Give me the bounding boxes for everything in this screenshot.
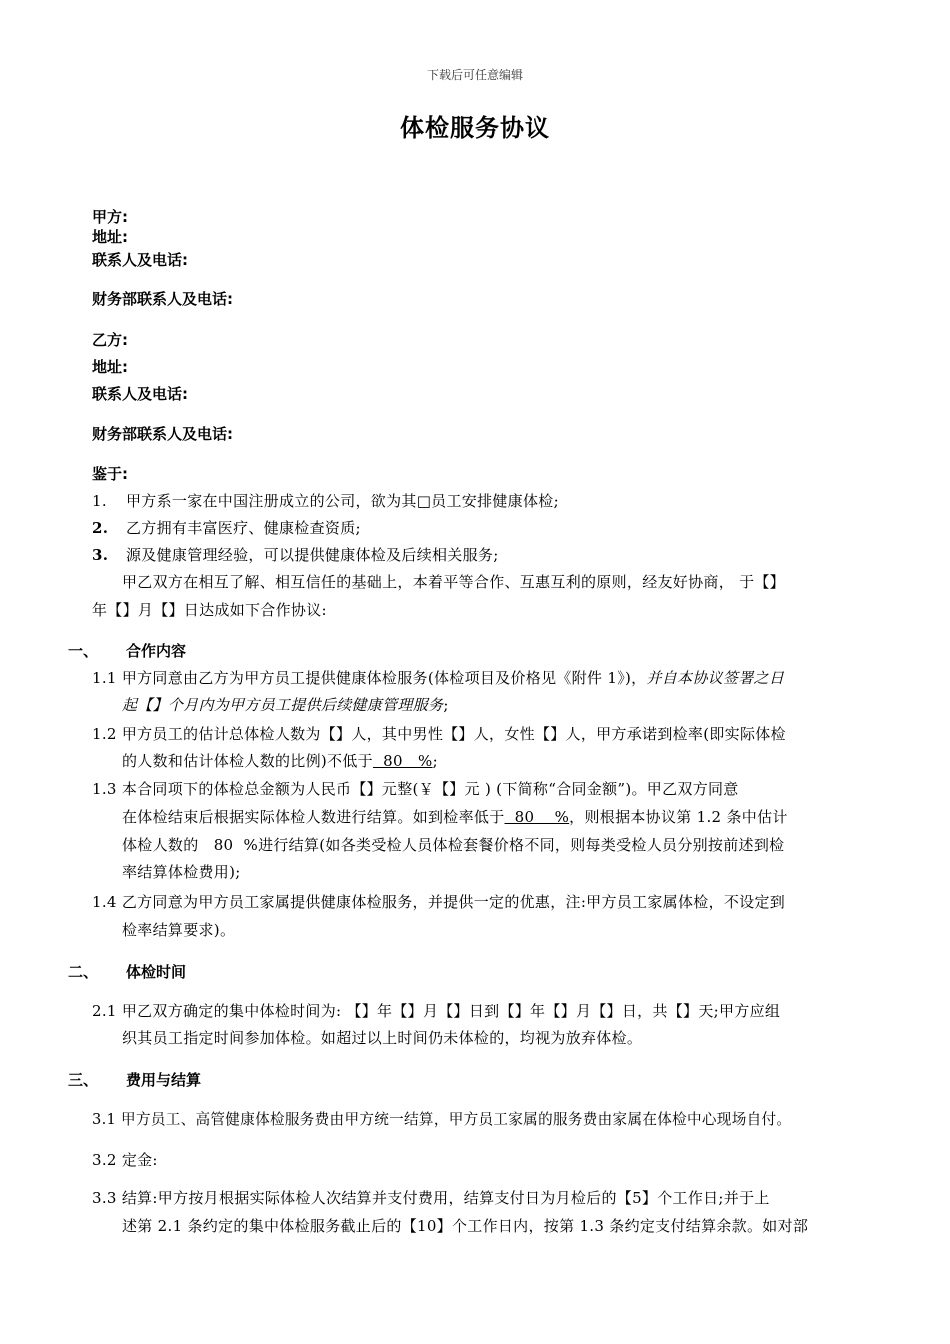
clause-line <box>92 667 784 688</box>
section-number: 一、 <box>68 642 99 660</box>
clause-italic-text: 起【】个月内为甲方员工提供后续健康管理服务 <box>122 696 444 714</box>
whereas-paragraph-line: 年【】月【】日达成如下合作协议: <box>92 601 327 619</box>
clause-line: 体检人数的 80 %进行结算(如各类受检人员体检套餐价格不同，则每类受检人员分别按前述到检 <box>122 836 785 854</box>
section-heading <box>68 961 186 982</box>
rate-underlined: 80 % <box>372 752 433 770</box>
clause-line: 1.4 乙方同意为甲方员工家属提供健康体检服务，并提供一定的优惠，注:甲方员工家属体检，不设定到 <box>92 893 786 911</box>
clause-line <box>122 694 449 715</box>
clause-line <box>122 750 438 771</box>
clause-text: ; <box>443 696 449 714</box>
section-number: 二、 <box>68 963 99 981</box>
clause-text: 的人数和估计体检人数的比例)不低于 <box>122 752 373 770</box>
party-b-address-label: 地址: <box>92 358 128 376</box>
party-b-name-label: 乙方: <box>92 331 128 349</box>
section-heading <box>68 640 186 661</box>
clause-line: 3.3 结算:甲方按月根据实际体检人次结算并支付费用，结算支付日为月检后的【5】个工作日;并于上 <box>92 1189 770 1207</box>
clause-line <box>122 806 788 827</box>
party-a-address-label: 地址: <box>92 228 128 246</box>
whereas-item-num: 2. <box>92 519 109 537</box>
page-title: 体检服务协议 <box>400 114 550 142</box>
clause-text: ; <box>432 752 438 770</box>
clause-line: 1.3 本合同项下的体检总金额为人民币【】元整(￥【】元 ) (下简称“合同金额”)。甲乙双方同意 <box>92 780 739 798</box>
clause-text: 1.1 甲方同意由乙方为甲方员工提供健康体检服务(体检项目及价格见《附件 1》)， <box>92 669 647 687</box>
whereas-item-num: 3. <box>92 546 109 564</box>
party-b-finance-label: 财务部联系人及电话: <box>92 425 233 443</box>
whereas-item <box>92 517 361 538</box>
section-title: 费用与结算 <box>126 1071 202 1089</box>
section-number: 三、 <box>68 1071 99 1089</box>
clause-line: 率结算体检费用); <box>122 863 241 881</box>
party-a-finance-label: 财务部联系人及电话: <box>92 290 233 308</box>
party-a-name-label: 甲方: <box>92 208 128 226</box>
clause-line: 1.2 甲方员工的估计总体检人数为【】人，其中男性【】人，女性【】人，甲方承诺到检率(即实际体检 <box>92 725 786 743</box>
section-title: 体检时间 <box>126 963 187 981</box>
clause-line: 述第 2.1 条约定的集中体检服务截止后的【10】个工作日内，按第 1.3 条约定支付结算余款。如对部 <box>122 1217 809 1235</box>
clause-text: 在体检结束后根据实际体检人数进行结算。如到检率低于 <box>122 808 505 826</box>
section-heading <box>68 1069 201 1090</box>
whereas-item-text: 源及健康管理经验，可以提供健康体检及后续相关服务; <box>126 546 499 564</box>
clause-line: 检率结算要求)。 <box>122 921 236 939</box>
rate-underlined: 80 % <box>504 808 570 826</box>
party-a-contact-label: 联系人及电话: <box>92 251 188 269</box>
party-b-contact-label: 联系人及电话: <box>92 385 188 403</box>
section-title: 合作内容 <box>126 642 187 660</box>
clause-line: 织其员工指定时间参加体检。如超过以上时间仍未体检的，均视为放弃体检。 <box>122 1029 643 1047</box>
clause-line: 3.2 定金: <box>92 1151 158 1169</box>
whereas-item <box>92 544 499 565</box>
whereas-item <box>92 490 559 511</box>
header-note: 下载后可任意编辑 <box>426 68 523 82</box>
whereas-item-num: 1. <box>92 492 107 510</box>
whereas-label: 鉴于: <box>92 465 128 483</box>
whereas-paragraph-line: 甲乙双方在相互了解、相互信任的基础上，本着平等合作、互惠互利的原则，经友好协商， 于【】 <box>122 573 785 591</box>
whereas-item-text: 乙方拥有丰富医疗、健康检查资质; <box>126 519 361 537</box>
clause-italic-text: 并自本协议签署之日 <box>646 669 785 687</box>
clause-line: 3.1 甲方员工、高管健康体检服务费由甲方统一结算，甲方员工家属的服务费由家属在体检中心现场自付。 <box>92 1111 792 1128</box>
whereas-item-text: 甲方系一家在中国注册成立的公司，欲为其□员工安排健康体检; <box>126 492 559 510</box>
clause-text: ，则根据本协议第 1.2 条中估计 <box>569 808 788 826</box>
clause-line: 2.1 甲乙双方确定的集中体检时间为: 【】年【】月【】日到【】年【】月【】日，共【】天;甲方应组 <box>92 1002 781 1020</box>
